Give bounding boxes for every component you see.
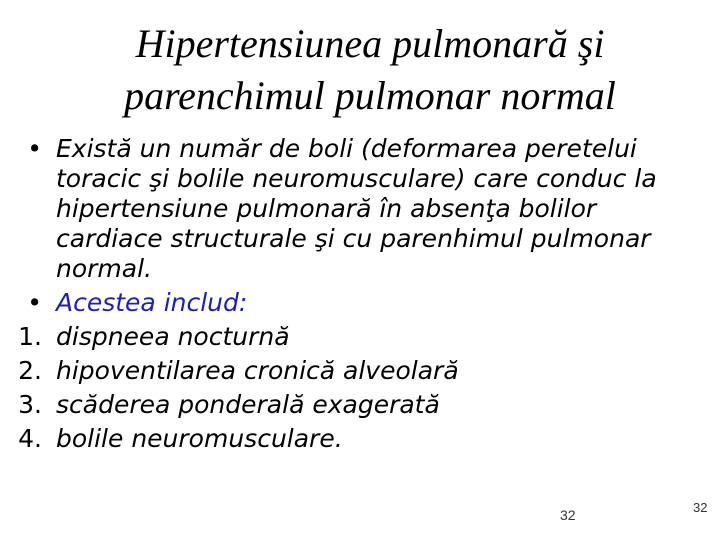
slide-body [0, 134, 700, 454]
list-number: 2. [18, 356, 42, 385]
bullet-marker: • [27, 134, 42, 163]
bullet-marker: • [27, 288, 42, 317]
list-text: bolile neuromusculare. [56, 424, 343, 453]
bullet-line: Există un număr de boli (deformarea peretelui [56, 134, 637, 163]
title-line-2: parenchimul pulmonar normal [124, 73, 616, 118]
bullet-line: hipertensiune pulmonară în absenţa bolilor [56, 194, 597, 223]
list-item-4 [0, 424, 700, 454]
list-text: dispneea nocturnă [56, 322, 290, 351]
list-text: hipoventilarea cronică alveolară [56, 356, 459, 385]
list-text: scăderea ponderală exagerată [56, 390, 440, 419]
list-item-3 [0, 390, 700, 420]
bullet-item-2 [0, 288, 700, 318]
slide-title [0, 18, 720, 122]
page-number-inner: 32 [560, 507, 576, 523]
bullet-line: toracic şi bolile neuromusculare) care conduc la [56, 164, 657, 193]
title-line-1: Hipertensiunea pulmonară şi [135, 21, 605, 66]
list-number: 3. [18, 390, 42, 419]
bullet-line: cardiace structurale şi cu parenhimul pulmonar [56, 224, 651, 253]
list-number: 1. [18, 322, 42, 351]
bullet-item-1 [0, 134, 700, 284]
bullet-text-highlight: Acestea includ: [56, 288, 248, 317]
bullet-line: normal. [56, 254, 152, 283]
list-item-2 [0, 356, 700, 386]
page-number-outer: 32 [693, 500, 708, 515]
bullet-text [56, 134, 700, 284]
list-number: 4. [18, 424, 42, 453]
list-item-1 [0, 322, 700, 352]
